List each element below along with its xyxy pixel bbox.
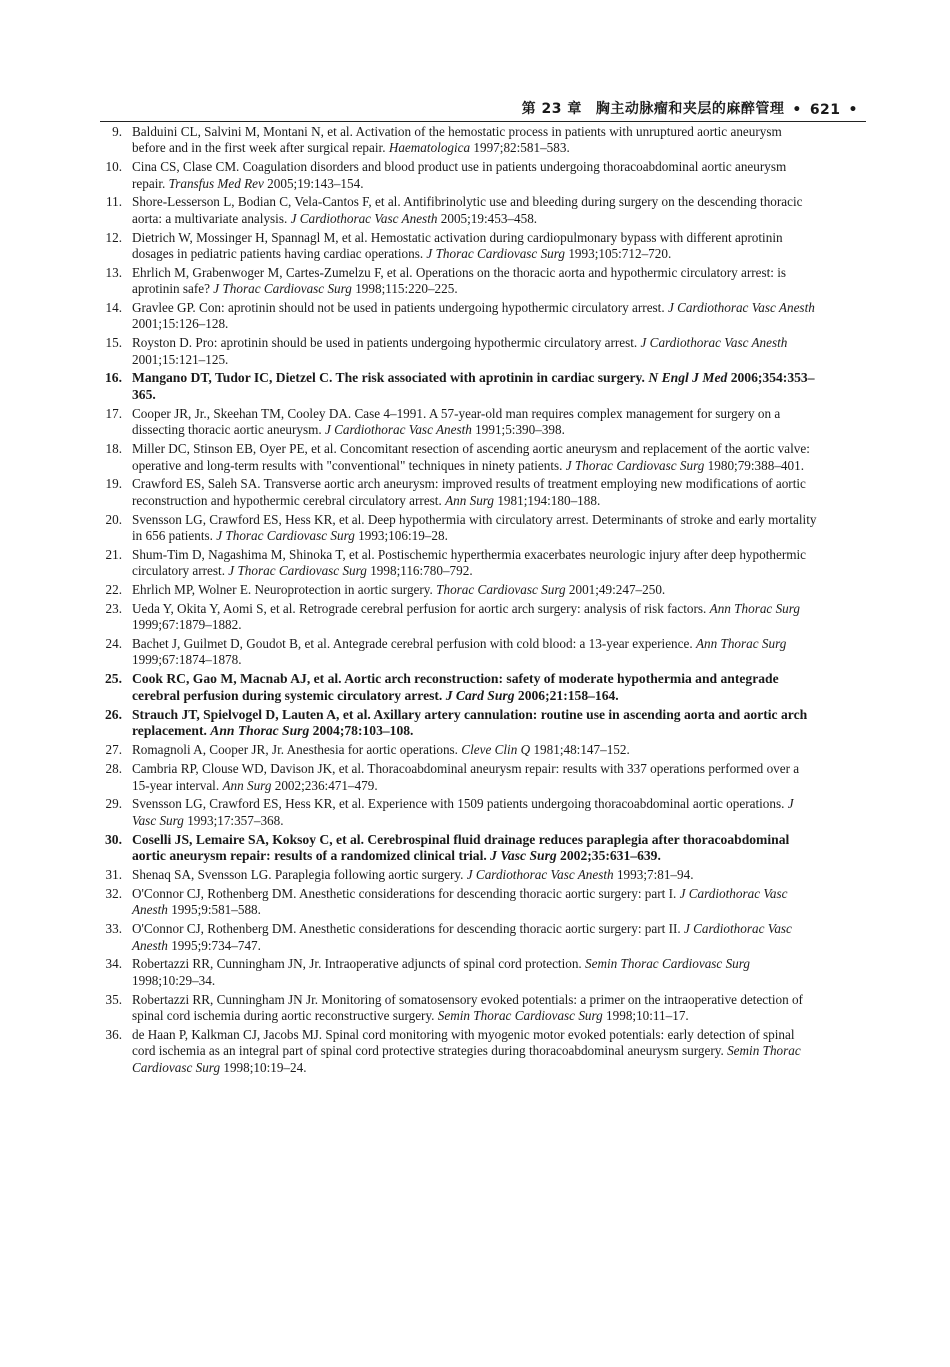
reference-item <box>100 796 818 829</box>
reference-text: de Haan P, Kalkman CJ, Jacobs MJ. Spinal cord monitoring with myogenic motor evoked potentials: early detection of spinal cord ischemia as an integral part of spinal cord protective strategies during thoracoabdominal aneurysm surgery. <box>132 1026 795 1059</box>
reference-citation: 1981;48:147–152. <box>530 742 630 758</box>
reference-item <box>100 886 818 919</box>
reference-item <box>100 441 818 474</box>
reference-citation: 1999;67:1879–1882. <box>132 617 242 633</box>
reference-number: 18. <box>105 441 122 457</box>
reference-citation: 2002;35:631–639. <box>556 848 661 864</box>
reference-citation: 2005;19:453–458. <box>437 210 538 226</box>
chapter-title: 胸主动脉瘤和夹层的麻醉管理 <box>595 101 785 117</box>
reference-number: 28. <box>105 761 122 777</box>
header-bullet: • <box>792 102 802 118</box>
reference-item <box>100 194 818 227</box>
reference-item <box>100 547 818 580</box>
reference-citation: 2006;21:158–164. <box>514 687 619 703</box>
reference-journal: Cleve Clin Q <box>461 742 531 758</box>
reference-item <box>100 230 818 263</box>
reference-number: 24. <box>105 636 122 652</box>
reference-item <box>100 832 818 865</box>
reference-text: Shenaq SA, Svensson LG. Paraplegia following aortic surgery. <box>132 867 467 883</box>
reference-number: 20. <box>105 511 122 527</box>
reference-text: Bachet J, Guilmet D, Goudot B, et al. Antegrade cerebral perfusion with cold blood: a 13-year experience. <box>132 636 696 652</box>
reference-number: 13. <box>105 264 122 280</box>
reference-text: O'Connor CJ, Rothenberg DM. Anesthetic considerations for descending thoracic aortic surgery: part II. <box>132 921 684 937</box>
reference-journal: J Card Surg <box>445 687 515 703</box>
reference-number: 36. <box>105 1026 122 1042</box>
reference-journal: J Cardiothorac Vasc Anesth <box>132 921 792 953</box>
reference-text: Cina CS, Clase CM. Coagulation disorders and blood product use in patients undergoing thoracoabdominal aortic aneurysm repair. <box>132 159 787 191</box>
reference-number: 33. <box>105 921 122 937</box>
reference-number: 34. <box>105 956 122 972</box>
reference-number: 23. <box>105 600 122 616</box>
header-bullet-end: • <box>848 102 858 118</box>
reference-journal: Ann Thorac Surg <box>709 600 801 616</box>
reference-journal: J Thorac Cardiovasc Surg <box>213 281 352 297</box>
reference-item <box>100 742 818 758</box>
reference-item <box>100 476 818 509</box>
reference-citation: 1995;9:581–588. <box>167 902 261 918</box>
reference-number: 27. <box>105 742 122 758</box>
reference-number: 19. <box>105 476 122 492</box>
reference-citation: 2001;49:247–250. <box>565 582 666 598</box>
reference-item <box>100 300 818 333</box>
reference-journal: J Thorac Cardiovasc Surg <box>216 528 355 544</box>
reference-number: 14. <box>105 300 122 316</box>
reference-number: 21. <box>105 546 122 562</box>
reference-citation: 1995;9:734–747. <box>167 937 261 953</box>
reference-text: Dietrich W, Mossinger H, Spannagl M, et al. Hemostatic activation during cardiopulmonary bypass with different aprotinin dosages in pediatric patients having cardiac operations. <box>132 229 783 262</box>
reference-citation: 1997;82:581–583. <box>470 140 570 156</box>
reference-citation: 2004;78:103–108. <box>309 723 414 739</box>
reference-journal: J Cardiothorac Vasc Anesth <box>667 300 815 316</box>
reference-citation: 2006;354:353–365. <box>132 370 815 403</box>
reference-number: 25. <box>105 671 122 687</box>
reference-text: Shore-Lesserson L, Bodian C, Vela-Cantos F, et al. Antifibrinolytic use and bleeding during surgery on the descending thoracic aorta: a multivariate analysis. <box>132 194 803 226</box>
reference-item <box>100 1027 818 1076</box>
reference-number: 12. <box>105 229 122 245</box>
reference-text: Cooper JR, Jr., Skeehan TM, Cooley DA. Case 4–1991. A 57-year-old man requires complex management for surgery on a dissecting thoracic aortic aneurysm. <box>132 406 781 438</box>
reference-citation: 1993;7:81–94. <box>613 867 694 883</box>
reference-text: Royston D. Pro: aprotinin should be used in patients undergoing hypothermic circulatory arrest. <box>132 335 641 351</box>
reference-journal: N Engl J Med <box>648 370 728 386</box>
reference-item <box>100 761 818 794</box>
reference-text: Balduini CL, Salvini M, Montani N, et al. Activation of the hemostatic process in patients with unruptured aortic aneurysm before and in the first week after surgical repair. <box>132 124 782 156</box>
reference-journal: Semin Thorac Cardiovasc Surg <box>132 1043 801 1075</box>
reference-number: 26. <box>105 706 122 722</box>
reference-citation: 1991;5:390–398. <box>471 422 565 438</box>
reference-item <box>100 956 818 989</box>
reference-citation: 2005;19:143–154. <box>263 175 364 191</box>
reference-journal: J Cardiothorac Vasc Anesth <box>132 885 788 918</box>
reference-number: 10. <box>105 159 122 175</box>
reference-text: Coselli JS, Lemaire SA, Koksoy C, et al. Cerebrospinal fluid drainage reduces paraplegia after thoracoabdominal aortic aneurysm repair: results of a randomized clinical trial. <box>132 831 790 864</box>
reference-journal: J Cardiothorac Vasc Anesth <box>290 210 438 226</box>
reference-item <box>100 335 818 368</box>
reference-citation: 1993;106:19–28. <box>354 528 448 544</box>
reference-text: Svensson LG, Crawford ES, Hess KR, et al. Experience with 1509 patients undergoing thoracoabdominal aortic operations. <box>132 796 788 812</box>
reference-citation: 1993;105:712–720. <box>565 246 672 262</box>
reference-item <box>100 992 818 1025</box>
reference-citation: 1993;17:357–368. <box>183 812 284 828</box>
reference-text: Romagnoli A, Cooper JR, Jr. Anesthesia for aortic operations. <box>132 742 462 758</box>
reference-list <box>100 124 818 1078</box>
reference-journal: J Vasc Surg <box>132 796 794 828</box>
reference-citation: 1998;10:19–24. <box>220 1059 307 1075</box>
reference-item <box>100 707 818 740</box>
reference-text: Ehrlich M, Grabenwoger M, Cartes-Zumelzu F, et al. Operations on the thoracic aorta and hypothermic circulatory arrest: is aprotinin safe? <box>132 264 787 297</box>
reference-text: Crawford ES, Saleh SA. Transverse aortic arch aneurysm: improved results of treatment employing new modifications of aortic reconstruction and hypothermic cerebral circulatory arrest. <box>132 476 806 508</box>
reference-journal: Thorac Cardiovasc Surg <box>436 582 566 598</box>
reference-journal: Transfus Med Rev <box>168 175 264 191</box>
reference-item <box>100 265 818 298</box>
reference-number: 11. <box>106 194 122 210</box>
reference-item <box>100 370 818 403</box>
chapter-label: 第 23 章 <box>521 101 582 117</box>
page-header <box>100 92 866 122</box>
reference-item <box>100 124 818 157</box>
reference-text: O'Connor CJ, Rothenberg DM. Anesthetic considerations for descending thoracic aortic surgery: part I. <box>132 885 680 901</box>
reference-text: Miller DC, Stinson EB, Oyer PE, et al. Concomitant resection of ascending aortic aneurysm and replacement of the aortic valve: operative and long-term results with "conventional" techniques in ninety patients. <box>132 441 810 473</box>
reference-item <box>100 867 818 883</box>
reference-number: 17. <box>105 406 122 421</box>
reference-citation: 1980;79:388–401. <box>704 457 804 473</box>
reference-item <box>100 636 818 669</box>
reference-text: Shum-Tim D, Nagashima M, Shinoka T, et al. Postischemic hyperthermia exacerbates neurologic injury after deep hypothermic circulatory arrest. <box>132 546 806 579</box>
reference-citation: 2002;236:471–479. <box>271 777 378 793</box>
reference-journal: J Cardiothorac Vasc Anesth <box>640 335 788 351</box>
reference-item <box>100 601 818 634</box>
reference-journal: Ann Surg <box>445 492 495 508</box>
reference-number: 30. <box>105 831 122 847</box>
reference-number: 15. <box>105 335 122 351</box>
reference-item <box>100 582 818 598</box>
reference-item <box>100 671 818 704</box>
reference-citation: 1999;67:1874–1878. <box>132 652 242 668</box>
reference-number: 29. <box>105 796 122 812</box>
reference-text: Ueda Y, Okita Y, Aomi S, et al. Retrograde cerebral perfusion for aortic arch surgery: analysis of risk factors. <box>132 600 710 616</box>
reference-journal: J Thorac Cardiovasc Surg <box>228 563 367 579</box>
reference-number: 32. <box>105 885 122 901</box>
reference-journal: Semin Thorac Cardiovasc Surg <box>437 1007 603 1023</box>
reference-citation: 2001;15:121–125. <box>132 351 229 367</box>
reference-citation: 2001;15:126–128. <box>132 316 229 332</box>
reference-number: 22. <box>105 582 122 598</box>
reference-citation: 1981;194:180–188. <box>494 492 601 508</box>
reference-journal: J Thorac Cardiovasc Surg <box>426 246 566 262</box>
reference-text: Robertazzi RR, Cunningham JN Jr. Monitoring of somatosensory evoked potentials: a primer on the intraoperative detection of spinal cord ischemia during aortic reconstructive surgery. <box>132 991 803 1023</box>
reference-number: 31. <box>105 867 122 883</box>
reference-citation: 1998;115:220–225. <box>351 281 458 297</box>
reference-text: Cambria RP, Clouse WD, Davison JK, et al. Thoracoabdominal aneurysm repair: results with 337 operations performed over a 15-year interval. <box>132 761 800 793</box>
reference-text: Svensson LG, Crawford ES, Hess KR, et al. Deep hypothermia with circulatory arrest. Determinants of stroke and early mortality in 656 patients. <box>132 511 817 544</box>
reference-citation: 1998;10:11–17. <box>602 1007 689 1023</box>
reference-text: Ehrlich MP, Wolner E. Neuroprotection in aortic surgery. <box>132 582 437 598</box>
reference-item <box>100 159 818 192</box>
reference-number: 9. <box>112 124 122 139</box>
reference-journal: Ann Thorac Surg <box>695 636 787 652</box>
reference-journal: Ann Thorac Surg <box>210 723 310 739</box>
reference-item <box>100 406 818 439</box>
reference-journal: J Cardiothorac Vasc Anesth <box>324 422 472 438</box>
reference-text: Robertazzi RR, Cunningham JN, Jr. Intraoperative adjuncts of spinal cord protection. <box>132 956 586 972</box>
reference-text: Strauch JT, Spielvogel D, Lauten A, et al. Axillary artery cannulation: routine use in ascending aorta and aortic arch replacement. <box>132 706 808 739</box>
reference-text: Mangano DT, Tudor IC, Dietzel C. The risk associated with aprotinin in cardiac surgery. <box>132 370 649 386</box>
reference-item <box>100 512 818 545</box>
reference-text: Gravlee GP. Con: aprotinin should not be used in patients undergoing hypothermic circulatory arrest. <box>132 300 668 316</box>
reference-number: 35. <box>105 991 122 1007</box>
reference-journal: J Vasc Surg <box>490 848 557 864</box>
reference-text: Cook RC, Gao M, Macnab AJ, et al. Aortic arch reconstruction: safety of moderate hypothermia and antegrade cerebral perfusion during systemic circulatory arrest. <box>132 671 779 703</box>
reference-journal: Haematologica <box>388 140 471 156</box>
reference-citation: 1998;116:780–792. <box>366 563 473 579</box>
reference-journal: J Thorac Cardiovasc Surg <box>565 457 705 473</box>
reference-number: 16. <box>105 370 122 386</box>
page-number: 621 <box>809 102 841 118</box>
reference-journal: Semin Thorac Cardiovasc Surg <box>585 956 750 972</box>
reference-item <box>100 921 818 954</box>
reference-citation: 1998;10:29–34. <box>132 972 216 988</box>
reference-journal: J Cardiothorac Vasc Anesth <box>466 867 614 883</box>
reference-journal: Ann Surg <box>222 777 272 793</box>
